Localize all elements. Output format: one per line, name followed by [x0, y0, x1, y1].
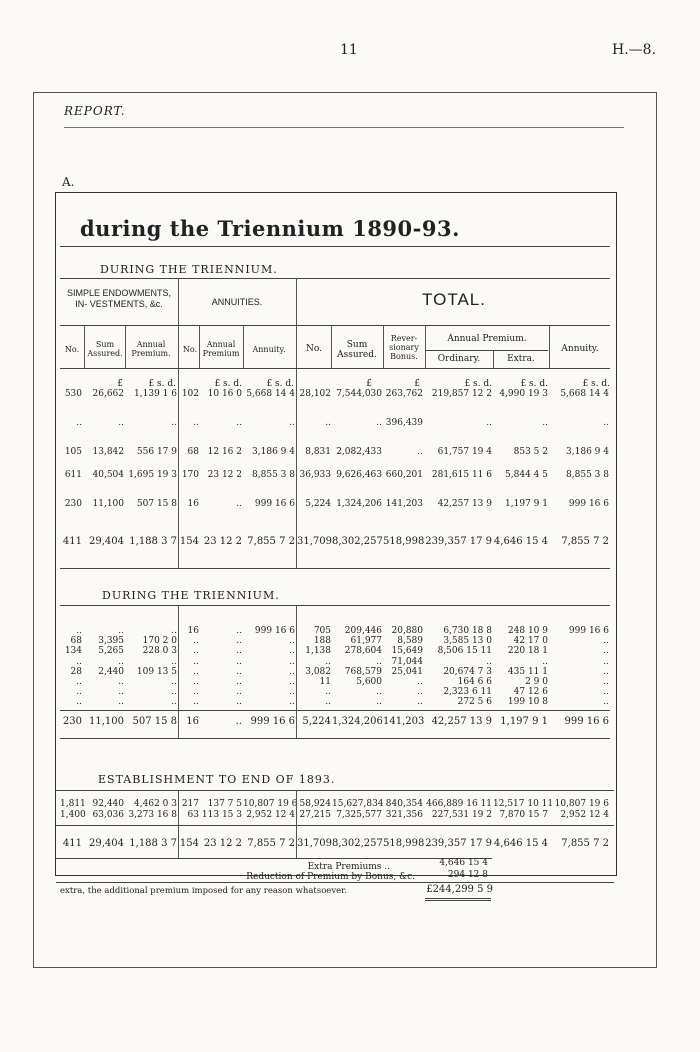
table-cell: .. [193, 687, 199, 697]
table-cell: 5,844 4 5 [505, 470, 548, 480]
bottom-rule [33, 967, 656, 968]
section2-subtitle: DURING THE TRIENNIUM. [102, 589, 280, 602]
table-cell: 63,036 [92, 810, 124, 820]
table-cell: 8,302,257 [332, 536, 383, 547]
section1-bottom-rule [60, 568, 610, 569]
table-cell: 853 5 2 [513, 447, 548, 457]
table-cell: .. [76, 677, 82, 687]
table-cell: .. [118, 626, 124, 636]
table-cell: 113 15 3 [201, 810, 242, 820]
s3-divider-2 [296, 790, 297, 858]
table-cell: .. [603, 687, 609, 697]
table-cell: .. [193, 657, 199, 667]
table-cell: 20,674 7 3 [443, 667, 492, 677]
table-cell: 23 12 2 [207, 470, 242, 480]
table-cell: 228 0 3 [142, 646, 177, 656]
table-cell: .. [376, 687, 382, 697]
table-cell: .. [236, 418, 242, 428]
table-cell: 217 [181, 799, 199, 809]
table-cell: .. [193, 646, 199, 656]
table-cell: 68 [187, 447, 199, 457]
table-cell: 219,857 12 2 [431, 389, 492, 399]
table-cell: 36,933 [299, 470, 331, 480]
table-cell: 164 6 6 [457, 677, 492, 687]
table-cell: 16 [186, 716, 199, 727]
extra-premiums-value: 4,646 15 4 [439, 858, 488, 868]
table-cell: 5,600 [356, 677, 382, 687]
table-cell: .. [325, 697, 331, 707]
table-cell: 61,977 [350, 636, 382, 646]
table-cell: 154 [179, 536, 199, 547]
table-cell: 16 [187, 499, 199, 509]
unit: £ s. d. [520, 379, 548, 389]
table-cell: .. [417, 447, 423, 457]
table-cell: .. [325, 657, 331, 667]
table-cell: .. [325, 687, 331, 697]
table-cell: 1,197 9 1 [505, 499, 548, 509]
table-cell: .. [486, 418, 492, 428]
table-cell: .. [486, 657, 492, 667]
table-cell: .. [76, 626, 82, 636]
table-cell: 999 16 6 [568, 499, 609, 509]
table-cell: 230 [64, 499, 82, 509]
table-cell: 3,273 16 8 [128, 810, 177, 820]
table-cell: 199 10 8 [507, 697, 548, 707]
table-cell: .. [236, 646, 242, 656]
table-cell: .. [542, 657, 548, 667]
table-cell: 411 [62, 536, 82, 547]
table-cell: 396,439 [385, 418, 423, 428]
table-cell: 1,188 3 7 [129, 536, 177, 547]
table-cell: 518,998 [383, 838, 425, 849]
table-cell: .. [376, 657, 382, 667]
table-cell: 530 [64, 389, 82, 399]
table-cell: 230 [62, 716, 82, 727]
unit: £ s. d. [214, 379, 242, 389]
section2-bottom-rule [60, 738, 610, 739]
table-cell: 8,589 [397, 636, 423, 646]
table-cell: 188 [313, 636, 331, 646]
table-cell: 7,544,030 [336, 389, 382, 399]
table-cell: 5,668 14 4 [246, 389, 295, 399]
table-cell: 1,695 19 3 [128, 470, 177, 480]
table-cell: .. [325, 418, 331, 428]
table-cell: .. [236, 697, 242, 707]
section3-rule [56, 790, 614, 791]
table-cell: 141,203 [383, 716, 425, 727]
table-cell: 5,265 [98, 646, 124, 656]
table-cell: .. [171, 418, 177, 428]
table-cell: 272 5 6 [457, 697, 492, 707]
table-cell: .. [76, 657, 82, 667]
s2-divider-2 [296, 605, 297, 738]
table-cell: .. [236, 626, 242, 636]
col-total-ordinary: Ordinary. [437, 354, 481, 364]
table-cell: .. [118, 657, 124, 667]
table-cell: 29,404 [89, 838, 124, 849]
table-cell: 466,889 16 11 [426, 799, 492, 809]
table-cell: 11,100 [89, 716, 124, 727]
table-cell: 3,186 9 4 [252, 447, 295, 457]
unit: £ [117, 379, 123, 389]
table-cell: 7,325,577 [336, 810, 382, 820]
table-cell: .. [417, 697, 423, 707]
col-total-annual-premium: Annual Premium. [447, 334, 527, 344]
table-cell: .. [289, 697, 295, 707]
grand-total-rule-2 [425, 900, 491, 901]
table-cell: .. [236, 636, 242, 646]
table-cell: 1,400 [60, 810, 86, 820]
col-annual-premium: Annual Premium. [131, 340, 171, 358]
table-cell: 3,585 13 0 [443, 636, 492, 646]
table-cell: 20,880 [391, 626, 423, 636]
table-cell: 23 12 2 [203, 838, 242, 849]
group-annuities: ANNUITIES. [211, 297, 263, 307]
table-cell: 999 16 6 [254, 626, 295, 636]
col-no: No. [64, 345, 80, 354]
table-cell: 29,404 [89, 536, 124, 547]
table-cell: .. [236, 657, 242, 667]
hdiv-i [549, 325, 550, 368]
bonus-reduction-value: 294 12 8 [447, 870, 488, 880]
table-cell: 999 16 6 [568, 626, 609, 636]
table-cell: .. [193, 677, 199, 687]
table-cell: 92,440 [92, 799, 124, 809]
unit: £ s. d. [266, 379, 294, 389]
table-cell: 15,649 [391, 646, 423, 656]
table-cell: .. [289, 636, 295, 646]
table-cell: 435 11 1 [507, 667, 548, 677]
table-cell: 220 18 1 [507, 646, 548, 656]
section3-subtitle: ESTABLISHMENT TO END OF 1893. [98, 773, 336, 786]
table-cell: 31,709 [297, 536, 332, 547]
table-cell: 239,357 17 9 [425, 838, 492, 849]
annual-premium-rule [426, 350, 548, 351]
unit: £ s. d. [582, 379, 610, 389]
table-cell: 281,615 11 6 [431, 470, 492, 480]
table-cell: 8,855 3 8 [566, 470, 609, 480]
col-total-extra: Extra. [507, 354, 535, 364]
section-label: A. [62, 175, 75, 189]
page-number: 11 [340, 42, 358, 58]
bonus-reduction-label: Reduction of Premium by Bonus, &c. [246, 872, 415, 882]
hdiv-g [425, 325, 426, 368]
table-cell: 105 [64, 447, 82, 457]
table-cell: 660,201 [385, 470, 423, 480]
table-cell: .. [193, 636, 199, 646]
col-annuity: Annuity. [252, 345, 286, 354]
table-cell: 4,646 15 4 [493, 536, 548, 547]
table-cell: 11,100 [92, 499, 124, 509]
hdiv-b [125, 325, 126, 368]
unit: £ s. d. [148, 379, 176, 389]
table-cell: 507 15 8 [132, 716, 177, 727]
table-cell: 68 [70, 636, 82, 646]
table-cell: .. [118, 687, 124, 697]
table-cell: 2,323 6 11 [443, 687, 492, 697]
table-cell: 999 16 6 [250, 716, 295, 727]
hdiv-d [243, 325, 244, 368]
page-title: during the Triennium 1890-93. [80, 216, 460, 241]
header-bottom-rule [60, 368, 610, 369]
table-cell: .. [236, 499, 242, 509]
extra-premiums-label: Extra Premiums .. [307, 862, 390, 872]
report-rule [64, 127, 624, 128]
table-cell: .. [193, 667, 199, 677]
table-cell: 3,395 [98, 636, 124, 646]
group-simple-endowments: SIMPLE ENDOWMENTS, IN- VESTMENTS, &c. [66, 288, 171, 309]
table-cell: 1,324,206 [332, 716, 383, 727]
table-cell: 12 16 2 [207, 447, 242, 457]
table-cell: .. [542, 418, 548, 428]
table-cell: 1,188 3 7 [129, 838, 177, 849]
table-cell: 23 12 2 [203, 536, 242, 547]
table-cell: 4,646 15 4 [493, 838, 548, 849]
table-cell: 7,855 7 2 [247, 838, 295, 849]
table-cell: .. [603, 677, 609, 687]
table-cell: 8,855 3 8 [252, 470, 295, 480]
table-cell: 11 [319, 677, 331, 687]
table-cell: 31,709 [297, 838, 332, 849]
footnote-rule [56, 882, 614, 883]
table-cell: 134 [64, 646, 82, 656]
table-cell: .. [603, 636, 609, 646]
table-cell: .. [171, 677, 177, 687]
table-cell: 209,446 [344, 626, 382, 636]
section3-mid-rule [56, 825, 614, 826]
table-cell: .. [417, 687, 423, 697]
table-cell: .. [76, 697, 82, 707]
table-cell: 9,626,463 [336, 470, 382, 480]
section2-total-rule [60, 710, 610, 711]
table-cell: 137 7 5 [207, 799, 242, 809]
table-cell: 7,870 15 7 [499, 810, 548, 820]
table-cell: 2,082,433 [336, 447, 382, 457]
table-cell: 321,356 [385, 810, 423, 820]
table-cell: 40,504 [92, 470, 124, 480]
table-cell: 227,531 19 2 [431, 810, 492, 820]
table-cell: 28 [70, 667, 82, 677]
table-cell: 263,762 [385, 389, 423, 399]
table-cell: .. [603, 418, 609, 428]
table-cell: 556 17 9 [136, 447, 177, 457]
table-cell: .. [376, 697, 382, 707]
col-total-no: No. [306, 344, 322, 354]
table-cell: 10 16 0 [207, 389, 242, 399]
table-cell: 15,627,834 [332, 799, 384, 809]
table-cell: 28,102 [299, 389, 331, 399]
table-cell: 2,440 [98, 667, 124, 677]
table-cell: .. [193, 697, 199, 707]
table-cell: 47 12 6 [513, 687, 548, 697]
table-cell: 999 16 6 [254, 499, 295, 509]
table-cell: 2,952 12 4 [246, 810, 295, 820]
table-cell: 141,203 [385, 499, 423, 509]
table-cell: .. [289, 687, 295, 697]
col-total-reversionary: Rever- sionary Bonus. [389, 334, 419, 361]
table-cell: .. [235, 716, 242, 727]
table-cell: .. [289, 667, 295, 677]
group-total: TOTAL. [422, 290, 486, 309]
table-cell: .. [376, 418, 382, 428]
unit: £ [414, 379, 420, 389]
unit: £ [366, 379, 372, 389]
hdiv-e [331, 325, 332, 368]
group-rule [60, 325, 610, 326]
col-ann-premium: Annual Premium [202, 340, 240, 358]
s2-divider-1 [178, 605, 179, 738]
table-cell: 2,952 12 4 [560, 810, 609, 820]
table-cell: 5,668 14 4 [560, 389, 609, 399]
table-cell: 8,831 [305, 447, 331, 457]
col-sum-assured: Sum Assured. [87, 340, 123, 358]
table-cell: .. [171, 687, 177, 697]
table-cell: 42 17 0 [513, 636, 548, 646]
table-cell: 27,215 [299, 810, 331, 820]
table-cell: .. [193, 418, 199, 428]
section1-rule [60, 278, 610, 279]
table-cell: 63 [187, 810, 199, 820]
table-cell: 170 [181, 470, 199, 480]
table-cell: 3,082 [305, 667, 331, 677]
table-cell: 42,257 13 9 [431, 716, 492, 727]
table-cell: 4,462 0 3 [134, 799, 177, 809]
table-cell: 5,224 [302, 716, 331, 727]
col-total-sum: Sum Assured. [337, 340, 377, 360]
section2-rule [60, 605, 610, 606]
table-cell: 5,224 [305, 499, 331, 509]
report-label: REPORT. [64, 104, 126, 118]
hdiv-f [383, 325, 384, 368]
table-cell: 248 10 9 [507, 626, 548, 636]
table-cell: 58,924 [299, 799, 331, 809]
table-cell: 278,604 [344, 646, 382, 656]
table-cell: 25,041 [391, 667, 423, 677]
table-cell: .. [236, 687, 242, 697]
table-cell: 3,186 9 4 [566, 447, 609, 457]
table-cell: .. [236, 667, 242, 677]
table-cell: .. [289, 657, 295, 667]
table-cell: .. [171, 657, 177, 667]
table-cell: 840,354 [385, 799, 423, 809]
table-cell: .. [118, 418, 124, 428]
table-cell: .. [118, 677, 124, 687]
table-cell: 4,990 19 3 [499, 389, 548, 399]
table-cell: 12,517 10 11 [493, 799, 554, 809]
table-cell: .. [76, 418, 82, 428]
table-cell: 10,807 19 6 [243, 799, 298, 809]
table-cell: 1,197 9 1 [500, 716, 548, 727]
table-cell: 71,044 [391, 657, 423, 667]
table-cell: .. [417, 677, 423, 687]
table-cell: 1,139 1 6 [134, 389, 177, 399]
hdiv-a [84, 325, 85, 368]
table-cell: 109 13 5 [136, 667, 177, 677]
table-cell: .. [603, 667, 609, 677]
table-cell: .. [289, 418, 295, 428]
table-cell: 999 16 6 [564, 716, 609, 727]
hdiv-h [493, 350, 494, 368]
table-cell: 1,138 [305, 646, 331, 656]
table-cell: 16 [187, 626, 199, 636]
grand-total: £244,299 5 9 [426, 884, 493, 895]
table-cell: 705 [313, 626, 331, 636]
title-rule [60, 246, 610, 247]
table-cell: 1,811 [60, 799, 86, 809]
table-cell: 102 [181, 389, 199, 399]
table-cell: 154 [179, 838, 199, 849]
table-cell: .. [171, 626, 177, 636]
table-cell: 26,662 [92, 389, 124, 399]
table-cell: 2 9 0 [525, 677, 548, 687]
table-cell: 13,842 [92, 447, 124, 457]
hdiv-c [199, 325, 200, 368]
grand-total-rule-1 [425, 898, 491, 899]
unit: £ s. d. [464, 379, 492, 389]
s3-divider-1 [178, 790, 179, 858]
table-cell: 42,257 13 9 [437, 499, 492, 509]
table-cell: 239,357 17 9 [425, 536, 492, 547]
table-cell: 768,579 [344, 667, 382, 677]
table-cell: 6,730 18 8 [443, 626, 492, 636]
document-reference: H.—8. [612, 42, 657, 58]
table-cell: .. [289, 677, 295, 687]
table-cell: 507 15 8 [136, 499, 177, 509]
col-ann-no: No. [182, 345, 198, 354]
table-cell: .. [118, 697, 124, 707]
table-cell: 7,855 7 2 [247, 536, 295, 547]
table-cell: 611 [64, 470, 82, 480]
footnote: extra, the additional premium imposed for any reason whatsoever. [60, 886, 347, 896]
table-cell: 8,506 15 11 [437, 646, 492, 656]
table-cell: 170 2 0 [142, 636, 177, 646]
col-total-annuity: Annuity. [561, 344, 599, 354]
table-cell: .. [171, 697, 177, 707]
table-cell: 7,855 7 2 [561, 536, 609, 547]
table-cell: .. [289, 646, 295, 656]
table-cell: 10,807 19 6 [554, 799, 609, 809]
table-cell: .. [76, 687, 82, 697]
table-cell: .. [603, 646, 609, 656]
section1-subtitle: DURING THE TRIENNIUM. [100, 263, 278, 276]
table-cell: 7,855 7 2 [561, 838, 609, 849]
table-cell: 518,998 [383, 536, 425, 547]
table-cell: .. [603, 697, 609, 707]
table-cell: 61,757 19 4 [437, 447, 492, 457]
table-cell: .. [603, 657, 609, 667]
table-cell: .. [236, 677, 242, 687]
table-cell: 1,324,206 [336, 499, 382, 509]
table-cell: 8,302,257 [332, 838, 383, 849]
table-cell: 411 [62, 838, 82, 849]
